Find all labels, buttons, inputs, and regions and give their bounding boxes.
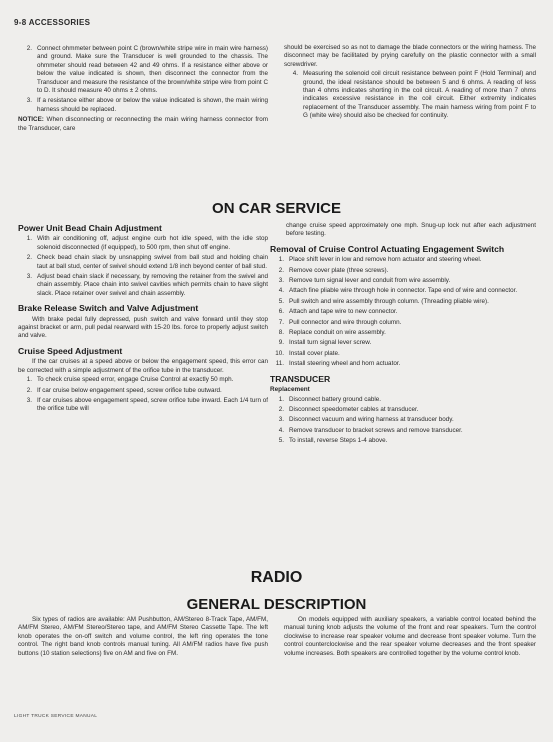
step-number: 2.: [26, 254, 32, 262]
list-item: [18, 235, 268, 252]
step-text: To check cruise speed error, engage Cruise Control at exactly 50 mph.: [37, 376, 234, 384]
list-item: [270, 406, 536, 414]
radio-description-left: [18, 616, 268, 659]
step-number: 6.: [278, 308, 284, 316]
step-number: 1.: [26, 376, 32, 384]
step-number: 1.: [278, 256, 284, 264]
step-text: If a resistance either above or below the value indicated is shown, the main wiring harness should be replaced.: [37, 97, 268, 113]
step-number: 7.: [278, 318, 284, 326]
bead-chain-heading: Power Unit Bead Chain Adjustment: [18, 223, 162, 233]
step-number: 2.: [278, 405, 284, 413]
step-text: Attach fine pliable wire through hole in connector. Tape end of wire and connector.: [289, 287, 518, 295]
step-number: 3.: [278, 277, 284, 285]
list-item: [270, 416, 536, 424]
step-text: Install steering wheel and horn actuator.: [289, 360, 401, 368]
brake-switch-paragraph: With brake pedal fully depressed, push switch and valve forward until they stop against bracket or arm, pull pedal rearward with 15-20 lbs. force to properly adjust switch and valve.: [18, 315, 268, 340]
step-text: If car cruises above engagement speed, screw orifice tube inward. Each 1/4 turn of the orifice tube will: [37, 396, 269, 413]
step-number: 4.: [278, 287, 284, 295]
continued-text: should be exercised so as not to damage the blade connectors or the wiring harness. The disconnect may be facilitated by prying carefully on the plastic connector with a small screwdriver.: [284, 44, 536, 68]
list-item: [18, 273, 268, 298]
step-text: Install cover plate.: [289, 349, 340, 357]
on-car-service-heading: ON CAR SERVICE: [212, 200, 341, 217]
step-number: 2.: [278, 266, 284, 274]
list-item: [270, 277, 536, 285]
step-text: Adjust bead chain slack if necessary, by removing the retainer from the swivel and chain assembly. Place chain into swivel cavities which permits chain to have slight slack. Place retainer over swivel and chain assembly.: [37, 273, 268, 297]
middle-left-column: [18, 218, 268, 416]
list-item: [270, 298, 536, 306]
step-number: 3.: [278, 416, 284, 424]
step-number: 1.: [26, 235, 32, 243]
replacement-subheading: Replacement: [270, 386, 310, 394]
step-text: Measuring the solenoid coil circuit resistance between point F (Hold Terminal) and ground, the ideal resistance should be between 5 and 6 ohms. A reading of less than 4 ohms indicates shorting in the coil circuit. A reading of more than 7 ohms indicates excessive resistance in the coil circuit. Either extremity indicates replacement of the Transducer assembly. The main harness wiring from point F to G (white wire) should also be checked for continuity.: [303, 70, 536, 120]
top-left-column: [18, 44, 268, 134]
list-item: [270, 339, 536, 347]
step-text: Pull switch and wire assembly through column. (Threading pliable wire).: [289, 297, 489, 305]
page-header: 9-8 ACCESSORIES: [14, 18, 91, 27]
top-right-column: [284, 44, 536, 123]
step-text: If car cruise below engagement speed, screw orifice tube outward.: [37, 386, 222, 394]
step-number: 3.: [26, 396, 32, 404]
step-text: Disconnect battery ground cable.: [289, 395, 382, 403]
step-text: Replace conduit on wire assembly.: [289, 329, 386, 337]
list-item: [270, 308, 536, 316]
step-number: 10.: [275, 349, 284, 357]
step-text: To install, reverse Steps 1-4 above.: [289, 437, 388, 445]
radio-types-paragraph: Six types of radios are available: AM Pushbutton, AM/Stereo 8-Track Tape, AM/FM, AM/FM Stereo, AM/FM Stereo/Stereo tape, and AM/FM Stereo Cassette Tape. The left knob operates the on-off switch and volume control, the left ring operates the tone control. The right band knob controls manual tuning. All AM/FM radios have five push buttons (10 station selections) five on AM and five on FM.: [18, 616, 268, 657]
list-item: [270, 350, 536, 358]
list-item: [270, 267, 536, 275]
cruise-speed-paragraph: If the car cruises at a speed above or below the engagement speed, this error can be corrected with a simple adjustment of the orifice tube in the transducer.: [18, 358, 268, 374]
step-text: With air conditioning off, adjust engine curb hot idle speed, with the idle stop solenoid disconnected (if equipped), to 500 rpm, then shut off engine.: [37, 235, 268, 251]
step-text: Attach and tape wire to new connector.: [289, 308, 398, 316]
step-number: 5.: [278, 297, 284, 305]
step-number: 5.: [278, 437, 284, 445]
notice-label: NOTICE:: [18, 116, 44, 124]
step-number: 4.: [292, 70, 298, 78]
step-text: Pull connector and wire through column.: [289, 318, 402, 326]
list-item: [18, 376, 268, 384]
step-text: Place shift lever in low and remove horn actuator and steering wheel.: [289, 256, 482, 264]
list-item: [270, 396, 536, 404]
radio-heading: RADIO: [250, 569, 303, 586]
list-item: [270, 427, 536, 435]
step-text: Disconnect vacuum and wiring harness at transducer body.: [289, 416, 454, 424]
list-item: [18, 387, 268, 395]
list-item: [270, 437, 536, 445]
page-footer: LIGHT TRUCK SERVICE MANUAL: [14, 714, 98, 719]
step-number: 2.: [26, 386, 32, 394]
list-item: [18, 397, 268, 414]
middle-right-column: [270, 222, 536, 448]
step-text: Install turn signal lever screw.: [289, 339, 372, 347]
engagement-switch-heading: Removal of Cruise Control Actuating Engagement Switch: [270, 243, 505, 254]
step-text: Remove transducer to bracket screws and remove transducer.: [289, 426, 463, 434]
list-item: [18, 97, 268, 114]
transducer-heading: TRANSDUCER: [270, 373, 331, 384]
step-number: 3.: [26, 273, 32, 281]
step-text: Disconnect speedometer cables at transducer.: [289, 405, 419, 413]
step-number: 2.: [26, 45, 32, 52]
radio-description-right: [284, 616, 536, 659]
brake-switch-heading: Brake Release Switch and Valve Adjustment: [18, 303, 199, 314]
notice-paragraph: [18, 116, 268, 133]
general-description-heading: GENERAL DESCRIPTION: [186, 596, 367, 613]
step-number: 9.: [278, 339, 284, 347]
list-item: [18, 254, 268, 271]
list-item: [284, 70, 536, 120]
step-number: 8.: [278, 329, 284, 337]
list-item: [270, 287, 536, 295]
step-text: Remove turn signal lever and conduit from wire assembly.: [289, 277, 451, 285]
notice-text: When disconnecting or reconnecting the main wiring harness connector from the Transducer, care: [18, 116, 269, 132]
step-number: 1.: [278, 395, 284, 403]
list-item: [270, 360, 536, 368]
step-text: Remove cover plate (three screws).: [289, 266, 389, 274]
step-number: 4.: [278, 426, 284, 434]
list-item: [270, 319, 536, 327]
step-text: Connect ohmmeter between point C (brown/white stripe wire in main wire harness) and ground. Make sure the Transducer is well grounded to the chassis. The ohmmeter should read between 42 and 49 ohms. If a resistance either above or below the value indicated is shown, then disconnect the connector from the Transducer and measure the resistance of the brown/white stripe wire from point C to D. It should measure 40 ohms ± 2 ohms.: [37, 45, 268, 95]
cruise-continued-text: change cruise speed approximately one mph. Snug-up lock nut after each adjustment before testing.: [286, 222, 536, 238]
step-number: 3.: [26, 97, 32, 105]
step-number: 11.: [275, 360, 284, 368]
list-item: [18, 45, 268, 95]
step-text: Check bead chain slack by unsnapping swivel from ball stud and holding chain taut at ball stud, center of swivel should extend 1/8 inch beyond center of ball stud.: [37, 254, 268, 270]
list-item: [270, 256, 536, 264]
list-item: [270, 329, 536, 337]
auxiliary-speaker-paragraph: On models equipped with auxiliary speakers, a variable control located behind the manual tuning knob adjusts the volume of the front and rear speakers. Turn the control clockwise to increase rear speaker volume and decrease front speaker volume. Turn the control counterclockwise and the rear speaker volume decreases and the front speaker volume increases. Both speakers are controlled together by the volume control knob.: [284, 616, 536, 657]
cruise-speed-heading: Cruise Speed Adjustment: [18, 345, 123, 356]
